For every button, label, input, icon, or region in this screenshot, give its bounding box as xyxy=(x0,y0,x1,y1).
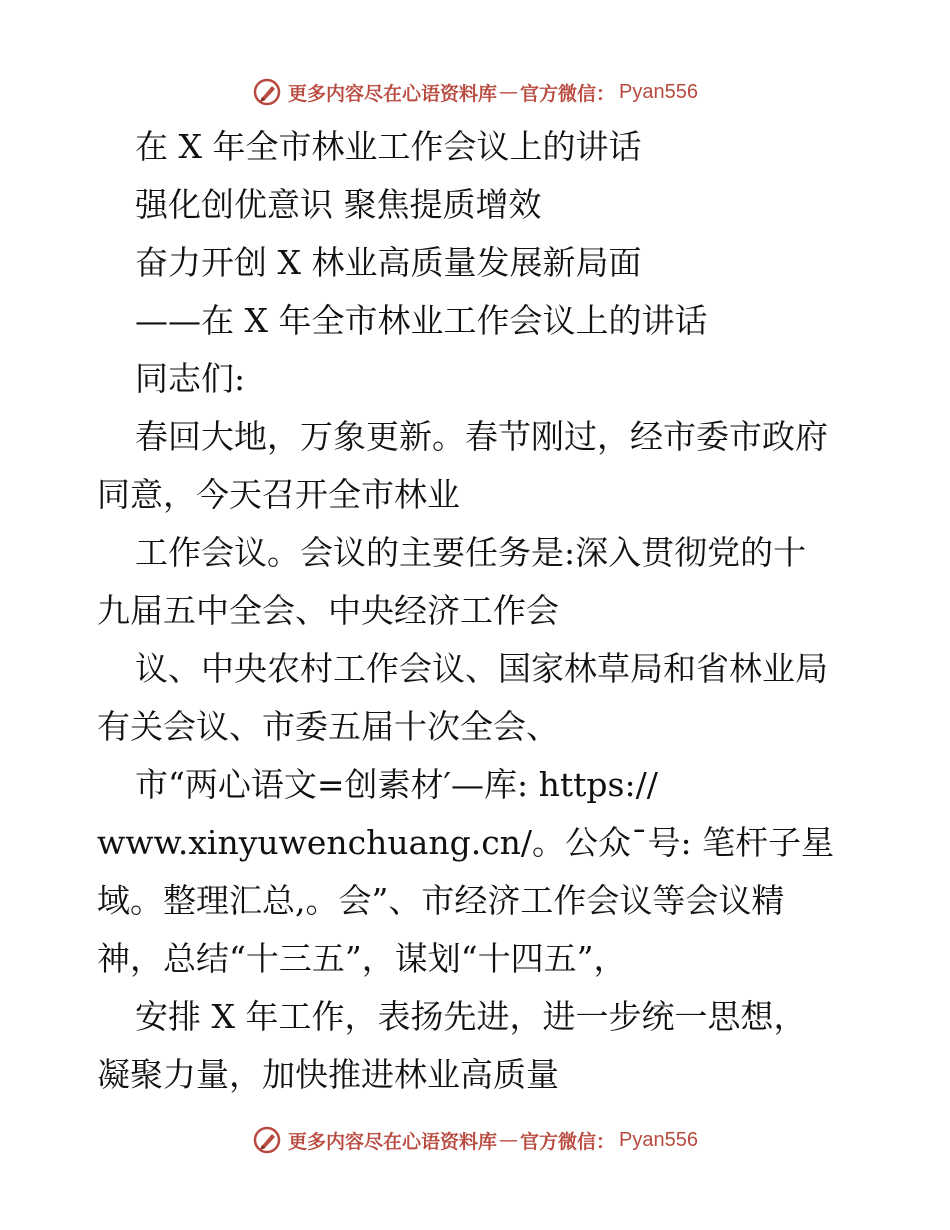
doc-line-subtitle: ——在 X 年全市林业工作会议上的讲话 xyxy=(135,301,708,340)
doc-line: 神，总结“十三五”，谋划“十四五”， xyxy=(97,939,627,978)
banner-separator: — xyxy=(499,81,519,103)
doc-line-heading-2: 奋力开创 X 林业高质量发展新局面 xyxy=(135,243,642,282)
doc-line-salutation: 同志们: xyxy=(135,359,246,398)
doc-line: 域。整理汇总,。会”、市经济工作会议等会议精 xyxy=(97,881,785,920)
doc-line: www.xinyuwenchuang.cn/。公众¯号: 笔杆子星 xyxy=(97,823,835,862)
pen-nib-logo-icon xyxy=(252,1125,282,1155)
doc-line: 议、中央农村工作会议、国家林草局和省林业局 xyxy=(135,649,828,688)
doc-line: 工作会议。会议的主要任务是:深入贯彻党的十 xyxy=(135,533,807,572)
banner-main-text: 更多内容尽在心语资料库 xyxy=(288,82,498,105)
doc-line: 九届五中全会、中央经济工作会 xyxy=(97,591,559,630)
doc-line: 春回大地，万象更新。春节刚过，经市委市政府 xyxy=(135,417,828,456)
banner-wechat-label: 官方微信： xyxy=(520,82,616,105)
doc-line-title: 在 X 年全市林业工作会议上的讲话 xyxy=(135,127,642,166)
banner-separator: — xyxy=(499,1129,519,1151)
header-banner xyxy=(0,72,950,112)
doc-line-heading-1: 强化创优意识 聚焦提质增效 xyxy=(135,185,542,224)
document-body xyxy=(97,118,867,1104)
banner-main-text: 更多内容尽在心语资料库 xyxy=(288,1130,498,1153)
doc-line: 同意，今天召开全市林业 xyxy=(97,475,460,514)
banner-wechat-label: 官方微信： xyxy=(520,1130,616,1153)
pen-nib-logo-icon xyxy=(252,77,282,107)
doc-line: 市“两心语文=创素材′—库: https:// xyxy=(135,765,658,804)
doc-line: 有关会议、市委五届十次全会、 xyxy=(97,707,559,746)
doc-line: 安排 X 年工作，表扬先进，进一步统一思想， xyxy=(135,997,807,1036)
banner-wechat-id: Pyan556 xyxy=(619,80,698,103)
banner-wechat-id: Pyan556 xyxy=(619,1128,698,1151)
footer-banner xyxy=(0,1120,950,1160)
doc-line: 凝聚力量，加快推进林业高质量 xyxy=(97,1055,559,1094)
